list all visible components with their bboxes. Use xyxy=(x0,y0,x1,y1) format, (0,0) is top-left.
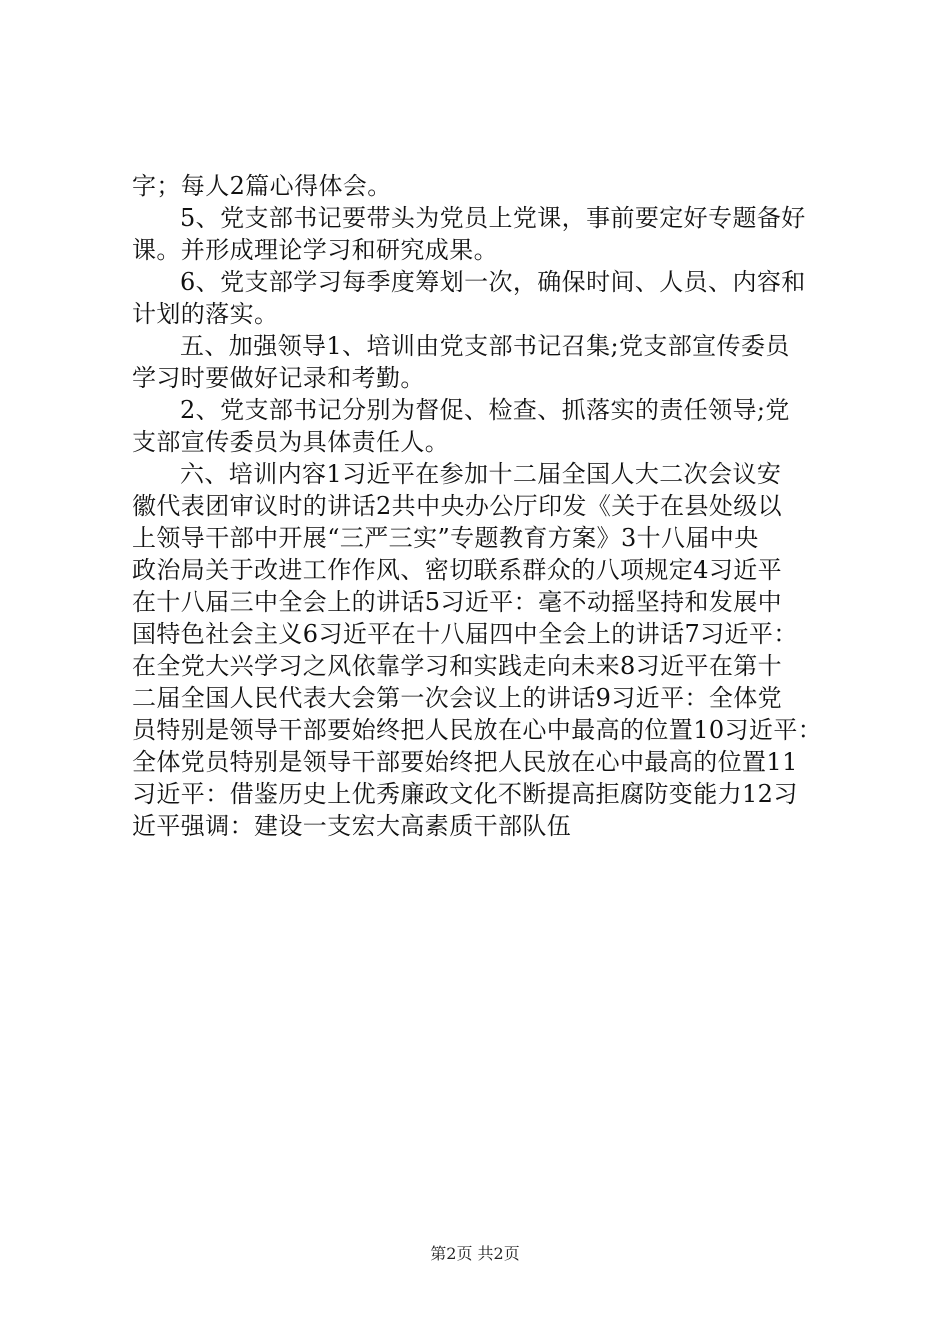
text-line: 全体党员特别是领导干部要始终把人民放在心中最高的位置11 xyxy=(132,748,798,776)
text-line: 国特色社会主义6习近平在十八届四中全会上的讲话7习近平： xyxy=(132,620,798,648)
text-line: 六、培训内容1习近平在参加十二届全国人大二次会议安 xyxy=(180,460,782,488)
text-line: 习近平：借鉴历史上优秀廉政文化不断提高拒腐防变能力12习 xyxy=(132,780,798,808)
text-line: 5、党支部书记要带头为党员上党课，事前要定好专题备好 xyxy=(180,204,806,232)
text-line: 二届全国人民代表大会第一次会议上的讲话9习近平：全体党 xyxy=(132,684,783,712)
text-line: 在十八届三中全会上的讲话5习近平：毫不动摇坚持和发展中 xyxy=(132,588,783,616)
text-line: 徽代表团审议时的讲话2共中央办公厅印发《关于在县处级以 xyxy=(132,492,783,520)
text-line: 计划的落实。 xyxy=(132,300,279,328)
text-line: 上领导干部中开展“三严三实”专题教育方案》3十八届中央 xyxy=(132,524,759,552)
text-line: 支部宣传委员为具体责任人。 xyxy=(132,428,450,456)
text-line: 五、加强领导1、培训由党支部书记召集;党支部宣传委员 xyxy=(180,332,790,360)
text-line: 学习时要做好记录和考勤。 xyxy=(132,364,425,392)
document-body xyxy=(132,170,832,842)
text-line: 字；每人2篇心得体会。 xyxy=(132,172,392,200)
text-line: 员特别是领导干部要始终把人民放在心中最高的位置10习近平： xyxy=(132,716,823,744)
text-line: 在全党大兴学习之风依靠学习和实践走向未来8习近平在第十 xyxy=(132,652,783,680)
text-line: 2、党支部书记分别为督促、检查、抓落实的责任领导;党 xyxy=(180,396,790,424)
page-footer: 第2页 共2页 xyxy=(430,1244,520,1263)
text-line: 6、党支部学习每季度筹划一次，确保时间、人员、内容和 xyxy=(180,268,806,296)
text-line: 近平强调：建设一支宏大高素质干部队伍 xyxy=(132,812,572,840)
text-line: 课。并形成理论学习和研究成果。 xyxy=(132,236,498,264)
text-line: 政治局关于改进工作作风、密切联系群众的八项规定4习近平 xyxy=(132,556,783,584)
